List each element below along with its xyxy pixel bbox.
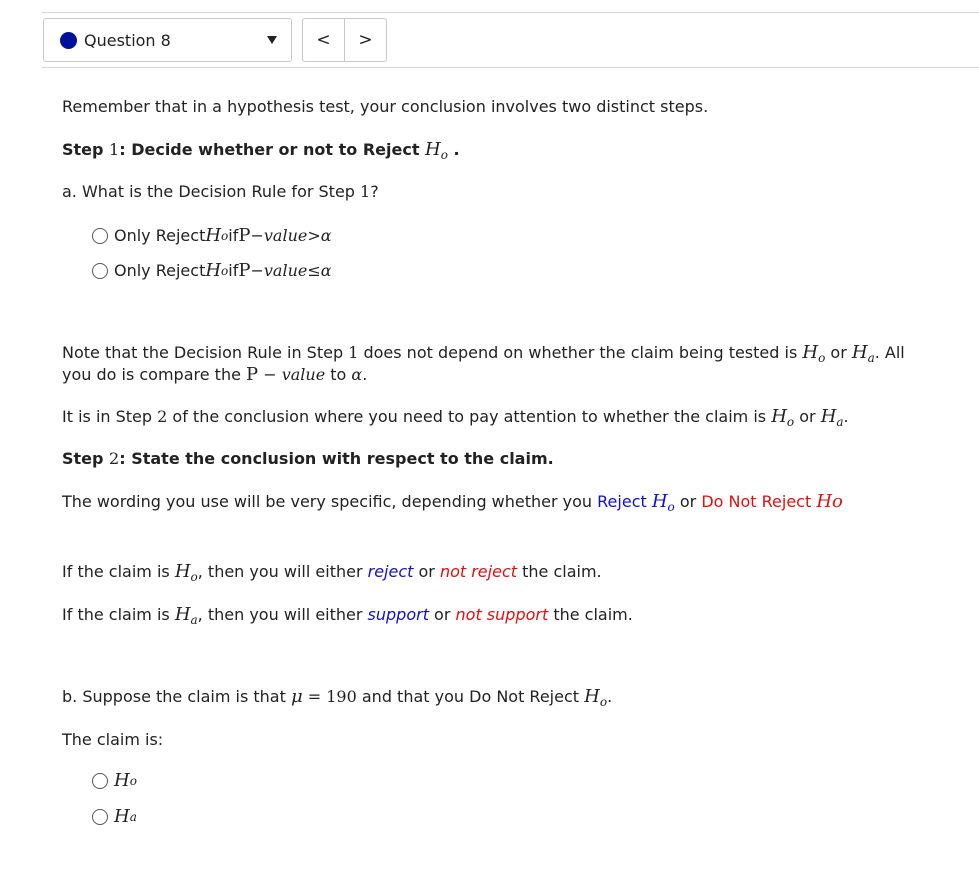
question-nav <box>302 18 387 62</box>
intro-text: Remember that in a hypothesis test, your conclusion involves two distinct steps. <box>62 97 709 116</box>
radio-b1[interactable] <box>92 773 108 789</box>
note-line1: Note that the Decision Rule in Step 1 does not depend on whether the claim being tested is $H_o$ or $H_a$. All <box>62 342 905 366</box>
prev-question-button[interactable]: < <box>316 30 331 50</box>
option-b2[interactable]: H a <box>92 806 137 827</box>
question-select[interactable] <box>43 18 292 62</box>
claim-ho-text: If the claim is $H_o$, then you will either reject or not reject the claim. <box>62 561 602 585</box>
option-b1[interactable]: H o <box>92 770 137 791</box>
option-a2[interactable]: Only Reject H o if P − value ≤ α <box>92 260 332 281</box>
step1-heading: Step 1: Decide whether or not to Reject $H_o$ . <box>62 139 460 163</box>
question-a: a. What is the Decision Rule for Step 1? <box>62 182 379 201</box>
option-a1[interactable]: Only Reject H o if P − value > α <box>92 225 332 246</box>
question-b: b. Suppose the claim is that μ = 190 and that you Do Not Reject $H_o$. <box>62 686 613 710</box>
radio-a1[interactable] <box>92 228 108 244</box>
step2-heading: Step 2: State the conclusion with respect to the claim. <box>62 449 554 468</box>
status-dot-icon <box>60 32 77 49</box>
claim-ha-text: If the claim is $H_a$, then you will either support or not support the claim. <box>62 604 633 628</box>
step2-intro: It is in Step 2 of the conclusion where you need to pay attention to whether the claim is $H_o$ or $H_a$. <box>62 406 849 430</box>
wording-text: The wording you use will be very specific, depending whether you Reject $H_o$ or Do Not Reject Ho <box>62 491 843 515</box>
question-label: Question 8 <box>84 30 171 50</box>
header-divider <box>42 67 979 68</box>
radio-b2[interactable] <box>92 809 108 825</box>
claim-is-label: The claim is: <box>62 730 164 749</box>
caret-down-icon <box>267 36 277 44</box>
top-divider <box>42 12 979 13</box>
next-question-button[interactable]: > <box>344 19 386 61</box>
note-line2: you do is compare the P − value to α. <box>62 364 368 385</box>
radio-a2[interactable] <box>92 263 108 279</box>
